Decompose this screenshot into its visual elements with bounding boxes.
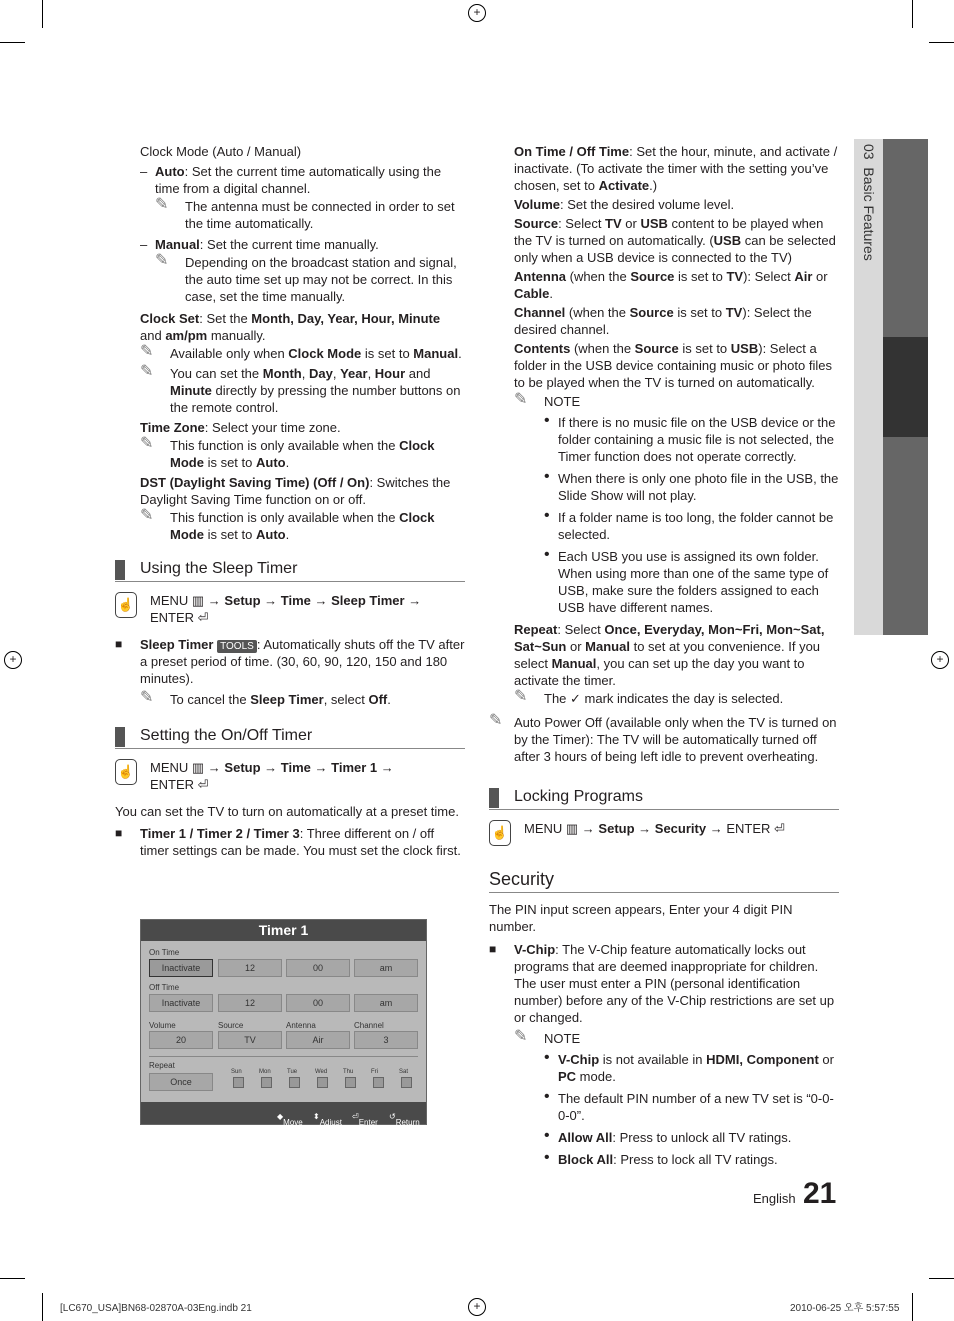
tools-button-icon: TOOLS (217, 640, 257, 653)
volume-value[interactable]: 20 (149, 1031, 213, 1049)
repeat-label: Repeat (149, 1061, 175, 1070)
registration-mark-icon: + (4, 651, 22, 669)
return-hint: ↺ Return (389, 1112, 420, 1127)
note-pencil-icon: ✎ (155, 252, 169, 269)
crop-mark (42, 1293, 43, 1321)
file-info: [LC670_USA]BN68-02870A-03Eng.indb 21 (60, 1303, 252, 1314)
security-note-heading: ✎ NOTE (514, 1028, 581, 1046)
clock-mode-heading: Clock Mode (Auto / Manual) (140, 144, 302, 159)
repeat-day-checkbox[interactable] (373, 1077, 384, 1088)
note-pencil-icon: ✎ (489, 712, 503, 729)
time-zone-note: ✎ This function is only available when the Clock Mode is set to Auto. (140, 435, 435, 470)
security-notes-list (489, 1051, 839, 1168)
checkmark-icon: ✓ (570, 691, 581, 706)
sleep-timer-note: ✎ To cancel the Sleep Timer, select Off. (140, 689, 391, 707)
on-time-label: On Time (149, 948, 180, 957)
on-time-hour[interactable]: 12 (218, 959, 282, 977)
ontime-text: On Time / Off Time: Set the hour, minute, and activate / inactivate. (To activate the timer with the setting you’ve chosen, set to Activate.) (514, 144, 838, 193)
off-time-label: Off Time (149, 983, 180, 992)
off-time-hour[interactable]: 12 (218, 994, 282, 1012)
note-pencil-icon: ✎ (514, 688, 528, 705)
crop-mark (0, 42, 25, 43)
enter-hint: ⏎ Enter (352, 1112, 378, 1127)
security-note-item: • Block All: Press to lock all TV ratings. (544, 1149, 778, 1167)
repeat-day-label: Sat (399, 1069, 409, 1075)
hand-icon: ☝ (115, 592, 137, 618)
volume-text: Volume: Set the desired volume level. (514, 197, 735, 212)
off-time-ampm[interactable]: am (354, 994, 418, 1012)
crop-mark (912, 1293, 913, 1321)
crop-mark (929, 42, 954, 43)
side-tab-block (883, 139, 928, 337)
timer-item: ■ Timer 1 / Timer 2 / Timer 3: Three different on / off timer settings can be made. You must set the clock first. (115, 826, 461, 858)
on-time-ampm[interactable]: am (354, 959, 418, 977)
crop-mark (929, 1278, 954, 1279)
repeat-day-checkbox[interactable] (289, 1077, 300, 1088)
sleep-timer-heading: Using the Sleep Timer (115, 559, 465, 582)
repeat-day-label: Mon (259, 1069, 271, 1075)
side-tab-block (883, 437, 928, 635)
note-pencil-icon: ✎ (140, 343, 154, 360)
repeat-day-label: Sun (231, 1069, 242, 1075)
off-time-state[interactable]: Inactivate (149, 994, 213, 1012)
note-pencil-icon: ✎ (140, 689, 154, 706)
repeat-text: Repeat: Select Once, Everyday, Mon~Fri, Mon~Sat, Sat~Sun or Manual to set at you convenience. If you select Manual, you can set up the day you want to activate the timer. (514, 622, 825, 688)
channel-value[interactable]: 3 (354, 1031, 418, 1049)
repeat-day-label: Tue (287, 1069, 298, 1075)
hand-icon: ☝ (115, 759, 137, 785)
security-intro: The PIN input screen appears, Enter your 4 digit PIN number. (489, 902, 793, 934)
timer-note-item: • If a folder name is too long, the folder cannot be selected. (544, 507, 834, 542)
repeat-note: ✎ The ✓ mark indicates the day is selected. (514, 688, 784, 706)
note-pencil-icon: ✎ (514, 1028, 528, 1045)
clock-set-note-2: ✎ You can set the Month, Day, Year, Hour and Minute directly by pressing the number buttons on the remote control. (140, 363, 461, 415)
clock-mode-manual-note: ✎ Depending on the broadcast station and signal, the auto time set up may not be correct. In this case, set the time manually. (155, 252, 457, 304)
page-number: 21 (803, 1177, 837, 1210)
security-note-item: • V-Chip is not available in HDMI, Component or PC mode. (544, 1049, 834, 1084)
note-pencil-icon: ✎ (514, 391, 528, 408)
repeat-day-checkbox[interactable] (233, 1077, 244, 1088)
crop-mark (912, 0, 913, 28)
timer-screen-title: Timer 1 (141, 920, 426, 941)
onoff-timer-heading: Setting the On/Off Timer (115, 726, 465, 749)
security-note-item: • Allow All: Press to unlock all TV ratings. (544, 1127, 792, 1145)
repeat-day-checkbox[interactable] (261, 1077, 272, 1088)
chapter-label: 03 Basic Features (861, 144, 877, 261)
timer-screen-footer (141, 1102, 426, 1127)
vchip-item: ■ V-Chip: The V-Chip feature automatically locks out programs that are deemed inappropriate for children. The user must enter a PIN (personal identification number) before any of the V-Chip restrictions are set up or changed. (489, 942, 835, 1025)
source-label: Source (218, 1021, 244, 1030)
right-column (489, 143, 839, 1173)
clock-mode-auto-note: ✎ The antenna must be connected in order to set the time automatically. (155, 196, 455, 231)
onoff-timer-menu-path: ☝ MENU ▥ → Setup → Time → Timer 1 → ENTER ⏎ (115, 759, 465, 793)
hand-icon: ☝ (489, 820, 511, 846)
antenna-text: Antenna (when the Source is set to TV): Select Air or Cable. (514, 269, 828, 301)
timer-screen (140, 919, 427, 1125)
on-time-minute[interactable]: 00 (286, 959, 350, 977)
sleep-timer-menu-path: ☝ MENU ▥ → Setup → Time → Sleep Timer → ENTER ⏎ (115, 592, 465, 626)
repeat-day-checkbox[interactable] (317, 1077, 328, 1088)
volume-label: Volume (149, 1021, 176, 1030)
clock-mode-manual: – Manual: Set the current time manually. (140, 237, 379, 252)
clock-set-text: Clock Set: Set the Month, Day, Year, Hour, Minute and am/pm manually. (140, 311, 441, 343)
antenna-value[interactable]: Air (286, 1031, 350, 1049)
repeat-day-label: Fri (371, 1069, 378, 1075)
timer-note-heading: ✎ NOTE (514, 391, 581, 409)
timer-notes-list (514, 414, 839, 616)
clock-mode-auto: – Auto: Set the current time automatically using the time from a digital channel. (140, 164, 442, 196)
side-tab-block-active (883, 337, 928, 437)
date-info: 2010-06-25 오후 5:57:55 (790, 1303, 900, 1314)
timer-note-item: • If there is no music file on the USB device or the folder containing a music file is not selected, the Timer function does not operate correctly. (544, 412, 836, 464)
footer-language: English (753, 1191, 796, 1206)
locking-menu-path: ☝ MENU ▥ → Setup → Security → ENTER ⏎ (489, 820, 839, 848)
repeat-day-checkbox[interactable] (401, 1077, 412, 1088)
registration-mark-icon: + (468, 1298, 486, 1316)
on-time-state[interactable]: Inactivate (149, 959, 213, 977)
repeat-day-checkbox[interactable] (345, 1077, 356, 1088)
source-value[interactable]: TV (218, 1031, 282, 1049)
timer-note-item: • When there is only one photo file in the USB, the Slide Show will not play. (544, 468, 839, 503)
security-note-item: • The default PIN number of a new TV set is “0-0-0-0”. (544, 1088, 834, 1123)
off-time-minute[interactable]: 00 (286, 994, 350, 1012)
note-pencil-icon: ✎ (155, 196, 169, 213)
channel-text: Channel (when the Source is set to TV): Select the desired channel. (514, 305, 812, 337)
clock-set-note-1: ✎ Available only when Clock Mode is set to Manual. (140, 343, 462, 361)
left-column (115, 143, 465, 863)
channel-label: Channel (354, 1021, 384, 1030)
move-hint: ◆ Move (277, 1112, 303, 1127)
note-pencil-icon: ✎ (140, 363, 154, 380)
chapter-side-tab (854, 139, 883, 635)
onoff-intro: You can set the TV to turn on automatically at a preset time. (115, 804, 459, 819)
contents-text: Contents (when the Source is set to USB): Select a folder in the USB device containing music or photo files to be played when the TV is turned on automatically. (514, 341, 832, 390)
sleep-timer-item: ■ Sleep Timer TOOLS : Automatically shuts off the TV after a preset period of time. (30, 60, 90, 120, 150 and 180 minutes). (115, 637, 465, 686)
security-heading: Security (489, 868, 839, 893)
registration-mark-icon: + (468, 4, 486, 22)
clock-mode-section (115, 143, 465, 543)
registration-mark-icon: + (931, 651, 949, 669)
crop-mark (0, 1278, 25, 1279)
note-pencil-icon: ✎ (140, 435, 154, 452)
timer-note-item: • Each USB you use is assigned its own folder. When using more than one of the same type of USB, make sure the folders assigned to each USB have different names. (544, 546, 829, 615)
crop-mark (42, 0, 43, 28)
note-pencil-icon: ✎ (140, 507, 154, 524)
repeat-value[interactable]: Once (149, 1073, 213, 1091)
dst-text: DST (Daylight Saving Time) (Off / On): Switches the Daylight Saving Time function on or off. (140, 475, 451, 507)
source-text: Source: Select TV or USB content to be played when the TV is turned on automatically. (USB can be selected only when a USB device is connected to the TV) (514, 216, 836, 265)
dst-note: ✎ This function is only available when the Clock Mode is set to Auto. (140, 507, 435, 542)
adjust-hint: ⬍ Adjust (313, 1112, 342, 1127)
repeat-day-label: Thu (343, 1069, 354, 1075)
antenna-label: Antenna (286, 1021, 316, 1030)
locking-programs-heading: Locking Programs (489, 787, 839, 810)
time-zone-text: Time Zone: Select your time zone. (140, 420, 341, 435)
auto-power-off-note: ✎ Auto Power Off (available only when the TV is turned on by the Timer): The TV will be automatically turned off after 3 hours of being left idle to prevent overheating. (489, 712, 837, 764)
repeat-day-label: Wed (315, 1069, 328, 1075)
